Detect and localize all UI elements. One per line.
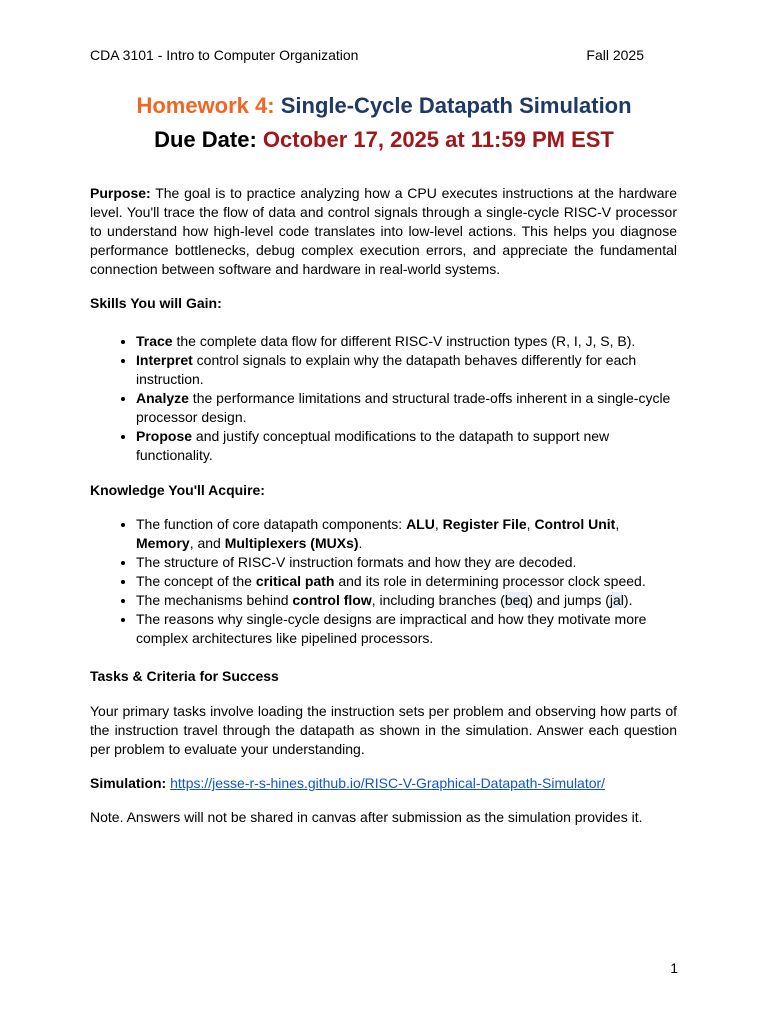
purpose-label: Purpose:	[90, 185, 151, 201]
page-number: 1	[670, 960, 678, 976]
list-item: • The mechanisms behind control flow, including branches (beq) and jumps (jal).	[136, 591, 677, 610]
simulation-link[interactable]: https://jesse-r-s-hines.github.io/RISC-V-Graphical-Datapath-Simulator/	[170, 775, 606, 791]
document-body	[90, 184, 677, 827]
list-item: • The function of core datapath components: ALU, Register File, Control Unit, Memory, and Multiplexers (MUXs).	[136, 515, 677, 553]
title-subtitle: Single-Cycle Datapath Simulation	[280, 93, 632, 118]
list-item: • The concept of the critical path and its role in determining processor clock speed.	[136, 572, 677, 591]
term: Fall 2025	[586, 47, 644, 63]
list-item: • The structure of RISC-V instruction formats and how they are decoded.	[136, 553, 677, 572]
simulation-label: Simulation:	[90, 775, 167, 791]
knowledge-list	[90, 515, 677, 648]
purpose-paragraph	[90, 184, 677, 279]
due-label: Due Date:	[154, 127, 257, 152]
note-paragraph: Note. Answers will not be shared in canvas after submission as the simulation provides it.	[90, 809, 643, 825]
page-title	[0, 93, 768, 119]
due-value: October 17, 2025 at 11:59 PM EST	[262, 127, 614, 152]
skills-list	[90, 332, 677, 465]
list-item: • The reasons why single-cycle designs are impractical and how they motivate more complex architectures like pipelined processors.	[136, 610, 677, 648]
course-name: CDA 3101 - Intro to Computer Organization	[90, 47, 359, 63]
page-header	[90, 47, 644, 63]
list-item: • Propose and justify conceptual modifications to the datapath to support new functionality.	[136, 427, 677, 465]
comment-highlight[interactable]: beq	[504, 592, 529, 608]
purpose-text: The goal is to practice analyzing how a CPU executes instructions at the hardware level. You'll trace the flow of data and control signals through a single-cycle RISC-V processor to understand how high-level code translates into low-level actions. This helps you diagnose performance bottlenecks, debug complex execution errors, and appreciate the fundamental connection between software and hardware in real-world systems.	[90, 185, 677, 277]
comment-highlight[interactable]: jal	[609, 592, 624, 608]
skills-heading: Skills You will Gain:	[90, 295, 222, 311]
title-prefix: Homework 4:	[136, 93, 275, 118]
list-item: • Analyze the performance limitations and structural trade-offs inherent in a single-cycle processor design.	[136, 389, 677, 427]
knowledge-heading: Knowledge You'll Acquire:	[90, 482, 265, 498]
list-item: • Trace the complete data flow for different RISC-V instruction types (R, I, J, S, B).	[136, 332, 677, 351]
tasks-paragraph: Your primary tasks involve loading the instruction sets per problem and observing how parts of the instruction travel through the datapath as shown in the simulation. Answer each question per problem to evaluate your understanding.	[90, 703, 677, 757]
simulation-line	[90, 774, 677, 793]
list-item: • Interpret control signals to explain why the datapath behaves differently for each instruction.	[136, 351, 677, 389]
due-date	[0, 127, 768, 153]
tasks-heading: Tasks & Criteria for Success	[90, 668, 279, 684]
